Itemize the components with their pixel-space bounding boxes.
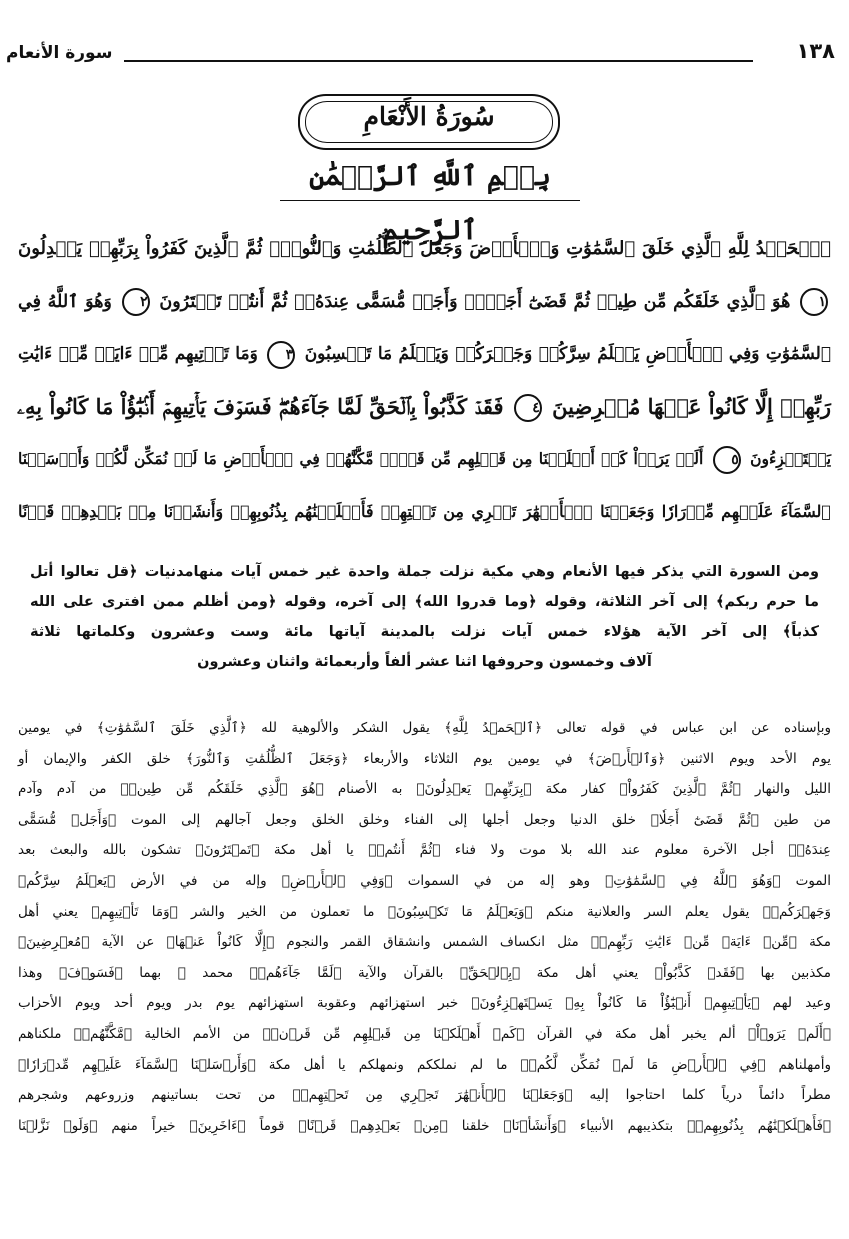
running-surah-title: سورة الأنعام — [6, 43, 113, 63]
quran-text-segment: وَهُوَ ٱللَّهُ فِي — [18, 291, 112, 312]
basmala: بِسۡمِ ٱللَّهِ ٱلرَّحۡمَٰنِ ٱلرَّحِيمِ — [309, 161, 551, 246]
aya-number-marker: ٤ — [514, 394, 542, 422]
tafsir-line: وعيد لهم ﴿يَأۡتِيهِمۡ أَنۢبَٰٓؤُاْ مَا كَانُواْ بِهِۦ يَسۡتَهۡزِءُونَ﴾ خبر استهزائهم وعقوبة استهزائهم يوم بدر ويوم أحد ويوم الأحزاب — [18, 995, 831, 1012]
tafsir-line: وأمهلناهم ﴿فِي ٱلۡأَرۡضِ مَا لَمۡ نُمَكِّن لَّكُمۡ﴾ ما لم نملككم ونمهلكم يا أهل مكة ﴿وَأَرۡسَلۡنَا ٱلسَّمَآءَ عَلَيۡهِم مِّدۡرَارٗا﴾ — [18, 1056, 831, 1073]
quran-line — [18, 381, 831, 433]
tafsir-line: وَجَهۡرَكُمۡ﴾ يقول يعلم السر والعلانية منكم ﴿وَيَعۡلَمُ مَا تَكۡسِبُونَ﴾ ما تعملون من الخير والشر ﴿وَمَا تَأۡتِيهِم﴾ يعني أهل — [18, 903, 831, 920]
quran-text-segment: ٱلسَّمَٰوَٰتِ وَفِي ٱلۡأَرۡضِ يَعۡلَمُ سِرَّكُمۡ وَجَهۡرَكُمۡ وَيَعۡلَمُ مَا تَكۡسِبُونَ — [304, 344, 832, 364]
tafsir-commentary — [18, 713, 831, 1141]
tafsir-line: مطراً دائماً درياً كلما احتاجوا إليه ﴿وَجَعَلۡنَا ٱلۡأَنۡهَٰرَ تَجۡرِي مِن تَحۡتِهِمۡ﴾ من تحت بساتينهم وزروعهم وشجرهم — [18, 1087, 831, 1104]
quran-text-segment: فَقَدۡ كَذَّبُواْ بِٱلۡحَقِّ لَمَّا جَآءَهُمۡۖ فَسَوۡفَ يَأۡتِيهِمۡ أَنۢبَٰٓؤُاْ مَا كَانُواْ بِهِۦ — [17, 393, 504, 419]
quran-line — [18, 276, 831, 328]
tafsir-line: الليل والنهار ﴿ثُمَّ ٱلَّذِينَ كَفَرُواْ﴾ كفار مكة ﴿بِرَبِّهِمۡ يَعۡدِلُونَ﴾ به الأصنام ﴿هُوَ ٱلَّذِي خَلَقَكُم مِّن طِينٖ﴾ من آدم وآدم — [18, 781, 831, 798]
header-rule — [124, 60, 753, 62]
basmala-underline — [280, 200, 580, 201]
quran-text-segment: أَلَمۡ يَرَوۡاْ كَمۡ أَهۡلَكۡنَا مِن قَبۡلِهِم مِّن قَرۡنٖ مَّكَّنَّٰهُمۡ فِي ٱلۡأَرۡضِ مَا لَمۡ نُمَكِّن لَّكُمۡ وَأَرۡسَلۡنَا — [18, 449, 704, 468]
tafsir-line: من طين ﴿ثُمَّ قَضَىٰٓ أَجَلٗا﴾ خلق الدنيا وجعل أجلها إلى الفناء وخلق الخلق وجعل آجالهم إلى الموت ﴿وَأَجَلٞ مُّسَمًّى — [18, 811, 831, 828]
tafsir-line: ﴿أَلَمۡ يَرَوۡاْ﴾ ألم يخبر أهل مكة في القرآن ﴿كَمۡ أَهۡلَكۡنَا مِن قَبۡلِهِم مِّن قَرۡنٖ﴾ من الأمم الخالية ﴿مَّكَّنَّٰهُمۡ﴾ ملكناهم — [18, 1025, 831, 1042]
tafsir-line: وبإسناده عن ابن عباس في قوله تعالى ﴿ٱلۡحَمۡدُ لِلَّهِ﴾ يقول الشكر والألوهية لله ﴿ٱلَّذِي خَلَقَ ٱلسَّمَٰوَٰتِ﴾ في يومين — [18, 720, 831, 736]
tafsir-line: ﴿فَأَهۡلَكۡنَٰهُم بِذُنُوبِهِمۡ﴾ بتكذيبهم الأنبياء ﴿وَأَنشَأۡنَا﴾ خلقنا ﴿مِنۢ بَعۡدِهِمۡ قَرۡنًا﴾ قوماً ﴿ءَاخَرِينَ﴾ خيراً منهم ﴿وَلَوۡ نَزَّلۡنَا — [18, 1117, 831, 1134]
aya-number-marker: ٢ — [122, 288, 150, 316]
quran-line — [18, 328, 831, 380]
surah-title: سُورَةُ الأَنْعَامِ — [363, 102, 495, 131]
intro-line: ما حرم ربكم﴾ إلى آخر الثلاثة، وقوله ﴿وما قدروا الله﴾ إلى آخره، وقوله ﴿ومن أظلم ممن افترى على الله — [30, 594, 819, 610]
quran-text-segment: هُوَ ٱلَّذِي خَلَقَكُم مِّن طِينٖ ثُمَّ قَضَىٰٓ أَجَلٗاۖ وَأَجَلٞ مُّسَمًّى عِندَهُۥۖ ثُمَّ أَنتُمۡ تَمۡتَرُونَ — [159, 291, 791, 312]
quran-text-segment: وَمَا تَأۡتِيهِم مِّنۡ ءَايَةٖ مِّنۡ ءَايَٰتِ — [18, 344, 258, 364]
quran-line — [18, 223, 831, 275]
tafsir-line: يوم الأحد ويوم الاثنين ﴿وَٱلۡأَرۡضَ﴾ في يومين يوم الثلاثاء والأربعاء ﴿وَجَعَلَ ٱلظُّلُمَٰتِ وَٱلنُّورَ﴾ خلق الكفر والإيمان أو — [18, 750, 831, 767]
tafsir-line: عِندَهُۥ﴾ أجل الآخرة معلوم عند الله بلا موت ولا فناء ﴿ثُمَّ أَنتُمۡ﴾ يا أهل مكة ﴿تَمۡتَرُونَ﴾ تشكون بالله والبعث بعد — [18, 842, 831, 859]
quran-text-segment: رَبِّهِمۡ إِلَّا كَانُواْ عَنۡهَا مُعۡرِضِينَ — [552, 393, 831, 419]
quran-text-segment: ٱلسَّمَآءَ عَلَيۡهِم مِّدۡرَارٗا وَجَعَلۡنَا ٱلۡأَنۡهَٰرَ تَجۡرِي مِن تَحۡتِهِمۡ فَأَهۡلَكۡنَٰهُم بِذُنُوبِهِمۡ وَأَنشَأۡنَا مِنۢ بَعۡدِهِمۡ قَرۡنًا — [18, 501, 831, 521]
aya-number-marker: ١ — [800, 288, 828, 316]
surah-introduction — [30, 557, 819, 677]
page-number: ١٣٨ — [796, 39, 835, 63]
surah-title-banner — [298, 94, 560, 150]
quran-line — [18, 486, 831, 538]
intro-line: آلاف وخمسون وحروفها اثنا عشر ألفاً وأربعمائة واثنان وعشرون — [197, 654, 652, 670]
quran-line — [18, 433, 831, 485]
aya-number-marker: ٣ — [267, 341, 295, 369]
tafsir-line: الموت ﴿وَهُوَ ٱللَّهُ فِي ٱلسَّمَٰوَٰتِ﴾ وهو إله من في السموات ﴿وَفِي ٱلۡأَرۡضِ﴾ وإله من في الأرض ﴿يَعۡلَمُ سِرَّكُمۡ — [18, 872, 831, 889]
aya-number-marker: ٥ — [713, 446, 741, 474]
tafsir-line: مكذبين بها ﴿فَقَدۡ كَذَّبُواْ﴾ يعني أهل مكة ﴿بِٱلۡحَقِّ﴾ بالقرآن والآية ﴿لَمَّا جَآءَهُمۡ﴾ محمد ﷺ بهما ﴿فَسَوۡفَ﴾ وهذا — [18, 964, 831, 981]
intro-line: ومن السورة التي يذكر فيها الأنعام وهي مكية نزلت جملة واحدة غير خمس آيات منهامدنيات ﴿قل تعالوا أتل — [30, 564, 819, 580]
quran-text-segment: يَسۡتَهۡزِءُونَ — [750, 449, 832, 468]
page-header — [6, 36, 843, 70]
intro-line: كذباً﴾ إلى آخر الآية هؤلاء خمس آيات نزلت بالمدينة آياتها مائة وست وعشرون وكلماتها ثلاثة — [30, 624, 819, 640]
quran-text-segment: ٱلۡحَمۡدُ لِلَّهِ ٱلَّذِي خَلَقَ ٱلسَّمَٰوَٰتِ وَٱلۡأَرۡضَ وَجَعَلَ ٱلظُّلُمَٰتِ وَٱلنُّورَۖ ثُمَّ ٱلَّذِينَ كَفَرُواْ بِرَبِّهِمۡ يَعۡدِلُونَ — [18, 238, 831, 259]
tafsir-line: مكة ﴿مِّنۡ ءَايَةٖ مِّنۡ ءَايَٰتِ رَبِّهِمۡ﴾ مثل انكساف الشمس وانشقاق القمر والنجوم ﴿إِلَّا كَانُواْ عَنۡهَا﴾ عن الآية ﴿مُعۡرِضِينَ﴾ — [18, 934, 831, 951]
